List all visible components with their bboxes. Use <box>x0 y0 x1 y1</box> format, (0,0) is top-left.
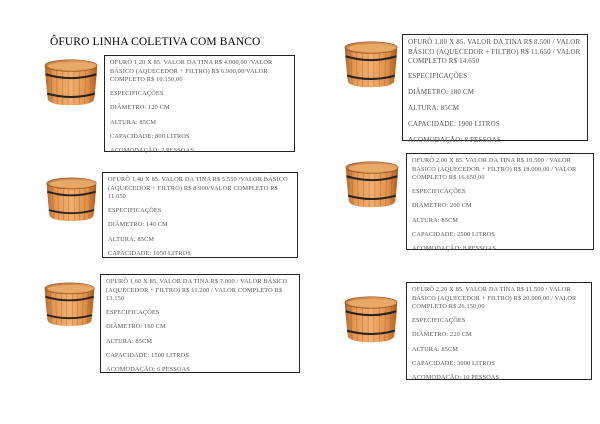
spec-diameter: DIÂMETRO: 220 CM <box>412 331 472 339</box>
spec-height: ALTURA: 85CM <box>412 216 459 224</box>
ofuro-tub-image <box>342 292 400 346</box>
spec-title: ESPECIFICAÇÕES <box>412 188 466 196</box>
page-title: ÔFURO LINHA COLETIVA COM BANCO <box>50 36 261 48</box>
spec-diameter: DIÂMETRO: 180 CM <box>408 88 475 97</box>
spec-title: ESPECIFICAÇÕES <box>106 309 160 317</box>
product-header: OFURÔ 1,40 X 85. VALOR DA TINA R$ 5.550 /VALOR BÁSICO (AQUECEDOR + FILTRO) R$ 8.900/VALOR COMPLETO R$ 11.650 <box>108 176 288 201</box>
product-header: OFURÔ 2,00 X 85. VALOR DA TINA R$ 10.500 / VALOR BÁSICO (AQUECEDOR + FILTRO) R$ 18.000,00 / VALOR COMPLETO R$ 16.650,00 <box>412 157 577 182</box>
spec-capacity: CAPACIDADE: 1900 LITROS <box>408 120 500 129</box>
product-card-2-00 <box>406 153 594 253</box>
spec-height: ALTURA: 85CM <box>408 104 460 113</box>
ofuro-tub-image <box>342 36 400 92</box>
spec-accommodation: ACOMODAÇÃO: 2 PESSOAS <box>110 147 194 155</box>
product-header: OFURÔ 2,20 X 85. VALOR DA TINA R$ 11.500 / VALOR BÁSICO (AQUECEDOR + FILTRO) R$ 20.000,00 / VALOR COMPLETO R$ 26.150,00 <box>412 286 577 311</box>
spec-capacity: CAPACIDADE: 1050 LITROS <box>108 249 191 257</box>
spec-accommodation: ACOMODAÇÃO: 10 PESSOAS <box>412 374 500 382</box>
spec-height: ALTURA: 85CM <box>106 337 153 345</box>
product-card-1-60 <box>100 274 300 373</box>
spec-capacity: CAPACIDADE: 2500 LITROS <box>412 230 495 238</box>
spec-height: ALTURA: 85CM <box>412 345 459 353</box>
spec-title: ESPECIFICAÇÕES <box>108 207 162 215</box>
spec-capacity: CAPACIDADE: 1500 LITROS <box>106 351 189 359</box>
spec-height: ALTURA: 85CM <box>108 235 155 243</box>
spec-title: ESPECIFICAÇÕES <box>412 317 466 325</box>
ofuro-tub-image <box>42 279 97 329</box>
spec-diameter: DIÂMETRO: 200 CM <box>412 202 472 210</box>
product-card-1-40 <box>102 172 298 258</box>
product-card-2-20 <box>406 282 592 380</box>
spec-capacity: CAPACIDADE: 800 LITROS <box>110 132 190 140</box>
ofuro-tub-image <box>44 174 99 224</box>
spec-accommodation: ACOMODAÇÃO: 8 PESSOAS <box>412 245 496 253</box>
product-header: OFURÔ 1,20 X 85. VALOR DA TINA R$ 4.000,00 /VALOR BÁSICO (AQUECEDOR + FILTRO) R$ 6.900,00/VALOR COMPLETO R$ 10.150,00 <box>110 59 273 84</box>
ofuro-tub-image <box>42 56 100 108</box>
product-card-1-80 <box>402 34 588 145</box>
product-header: OFURÔ 1,60 X 85. VALOR DA TINA R$ 7.000 / VALOR BÁSICO (AQUECEDOR + FILTRO) R$ 11.200 / VALOR COMPLETO R$ 13.150 <box>106 278 288 303</box>
spec-title: ESPECIFICAÇÕES <box>110 90 164 98</box>
product-card-1-20 <box>104 55 295 155</box>
spec-capacity: CAPACIDADE: 3000 LITROS <box>412 359 495 367</box>
spec-title: ESPECIFICAÇÕES <box>408 71 468 80</box>
spec-accommodation: ACOMODAÇÃO: 8 PESSOAS <box>408 136 502 145</box>
spec-diameter: DIÂMETRO: 160 CM <box>106 323 166 331</box>
product-header: OFURÔ 1,80 X 85. VALOR DA TINA R$ 8.500 / VALOR BÁSICO (AQUECEDOR + FILTRO) R$ 11.650 / VALOR COMPLETO R$ 14.650 <box>408 38 581 66</box>
ofuro-tub-image <box>343 158 401 210</box>
spec-diameter: DIÂMETRO: 140 CM <box>108 221 168 229</box>
spec-diameter: DIÂMETRO: 120 CM <box>110 104 170 112</box>
spec-height: ALTURA: 85CM <box>110 118 157 126</box>
spec-accommodation: ACOMODAÇÃO: 6 PESSOAS <box>106 366 190 374</box>
